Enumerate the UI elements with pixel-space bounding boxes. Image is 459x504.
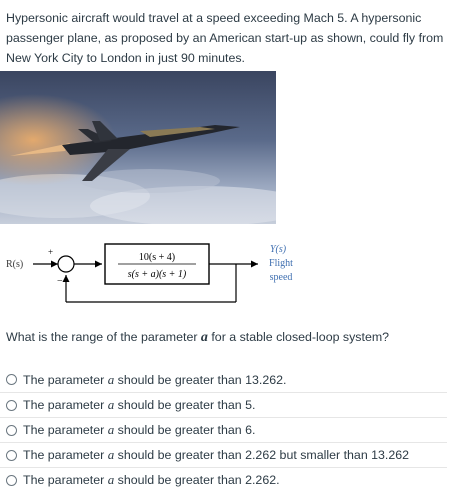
radio-button-icon[interactable] xyxy=(6,400,17,411)
radio-button-icon[interactable] xyxy=(6,450,17,461)
answer-label: The parameter a should be greater than 2.262 but smaller than 13.262 xyxy=(23,447,410,462)
output-label-speed: speed xyxy=(269,272,293,283)
hypersonic-aircraft-image xyxy=(0,71,276,224)
output-label-flight: Flight xyxy=(269,258,293,269)
parameter-variable: a xyxy=(200,330,208,345)
answer-option-4[interactable] xyxy=(0,442,447,467)
answer-label: The parameter a should be greater than 13.262. xyxy=(23,371,287,387)
answer-label: The parameter a should be greater than 6. xyxy=(23,422,256,437)
tf-denominator: s(s + a)(s + 1) xyxy=(127,269,187,280)
radio-button-icon[interactable] xyxy=(6,475,17,486)
tf-numerator: 10(s + 4) xyxy=(138,252,176,263)
minus-sign: − xyxy=(57,276,63,287)
output-label: Y(s) xyxy=(269,244,287,255)
answer-option-1[interactable] xyxy=(0,367,447,392)
answer-option-5[interactable] xyxy=(0,467,447,492)
input-label: R(s) xyxy=(6,259,24,270)
radio-button-icon[interactable] xyxy=(6,374,17,385)
radio-button-icon[interactable] xyxy=(6,425,17,436)
plus-sign: + xyxy=(48,247,54,257)
question-text: What is the range of the parameter a for a stable closed-loop system? xyxy=(6,330,390,345)
answer-label: The parameter a should be greater than 5. xyxy=(23,397,256,412)
block-diagram xyxy=(0,236,300,316)
answer-option-3[interactable] xyxy=(0,417,447,442)
summing-junction xyxy=(58,256,74,272)
problem-statement: Hypersonic aircraft would travel at a speed exceeding Mach 5. A hypersonic passenger plane, as proposed by an American start-up as shown, could fly from New York City to London in just 90 minutes. xyxy=(6,11,444,65)
answer-list xyxy=(0,367,447,492)
answer-label: The parameter a should be greater than 2.262. xyxy=(23,472,280,487)
answer-option-2[interactable] xyxy=(0,392,447,417)
